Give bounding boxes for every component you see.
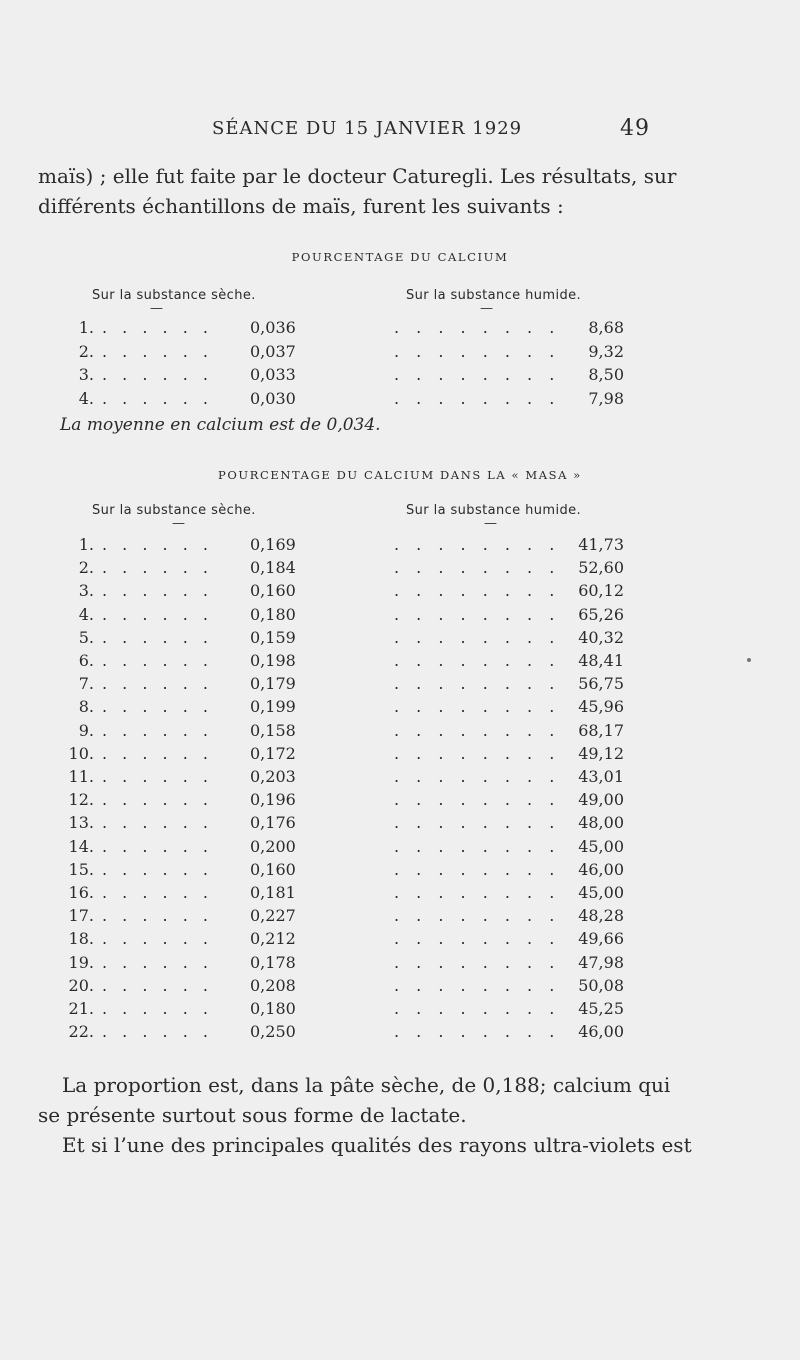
- dot-leader: . . . . . .: [102, 767, 213, 786]
- wet-value: 50,08: [578, 975, 624, 995]
- table-row: [0, 929, 800, 952]
- table-row: [0, 628, 800, 651]
- dry-value: 0,200: [250, 836, 296, 856]
- dot-leader: . . . . . . . .: [394, 999, 561, 1018]
- table-row: [0, 674, 800, 697]
- dot-leader: . . . . . . . .: [394, 767, 561, 786]
- row-number: 7.: [78, 674, 94, 694]
- dot-leader: . . . . . . . .: [394, 558, 561, 578]
- dry-value: 0,181: [250, 883, 296, 902]
- outro-line: La proportion est, dans la pâte sèche, de 0,188; calcium qui: [62, 1073, 671, 1097]
- dot-leader: . . . . . . . .: [394, 952, 561, 972]
- table-row: [0, 389, 800, 412]
- dot-leader: . . . . . .: [102, 929, 213, 949]
- wet-value: 56,75: [578, 674, 624, 694]
- wet-value: 7,98: [588, 388, 624, 408]
- wet-value: 9,32: [588, 341, 624, 361]
- wet-value: 47,98: [578, 952, 624, 972]
- row-number: 21.: [68, 999, 94, 1018]
- mean-statement: La moyenne en calcium est de 0,034.: [60, 415, 381, 435]
- dry-value: 0,037: [250, 341, 296, 361]
- row-number: 3.: [78, 581, 94, 601]
- row-number: 6.: [78, 651, 94, 670]
- dot-leader: . . . . . . . .: [394, 883, 561, 902]
- wet-value: 48,00: [578, 813, 624, 833]
- dry-value: 0,179: [250, 674, 296, 694]
- table-row: [0, 697, 800, 720]
- dot-leader: . . . . . .: [102, 341, 213, 361]
- table-row: [0, 605, 800, 628]
- table-row: [0, 767, 800, 790]
- dot-leader: . . . . . .: [102, 883, 213, 902]
- row-number: 11.: [68, 767, 94, 786]
- table2-dash-wet: —: [484, 516, 497, 531]
- dot-leader: . . . . . . . .: [394, 836, 561, 856]
- wet-value: 60,12: [578, 581, 624, 601]
- dry-value: 0,159: [250, 627, 296, 647]
- row-number: 4.: [78, 604, 94, 624]
- table-row: [0, 790, 800, 813]
- table-row: [0, 342, 800, 365]
- intro-paragraph: [38, 161, 677, 221]
- wet-value: 40,32: [578, 627, 624, 647]
- dry-value: 0,199: [250, 697, 296, 717]
- row-number: 8.: [78, 697, 94, 717]
- table-row: [0, 976, 800, 999]
- wet-value: 43,01: [578, 767, 624, 786]
- wet-value: 8,50: [588, 365, 624, 384]
- table2-dash-dry: —: [172, 516, 185, 531]
- dot-leader: . . . . . . . .: [394, 906, 561, 926]
- table-row: [0, 535, 800, 558]
- table-row: [0, 558, 800, 581]
- dry-value: 0,180: [250, 999, 296, 1018]
- dot-leader: . . . . . . . .: [394, 651, 561, 670]
- dry-value: 0,176: [250, 813, 296, 833]
- table-row: [0, 883, 800, 906]
- row-number: 2.: [78, 558, 94, 578]
- row-number: 2.: [78, 341, 94, 361]
- dot-leader: . . . . . . . .: [394, 627, 561, 647]
- table-row: [0, 860, 800, 883]
- table1-caption: POURCENTAGE DU CALCIUM: [291, 250, 509, 264]
- dot-leader: . . . . . . . .: [394, 929, 561, 949]
- dot-leader: . . . . . . . .: [394, 604, 561, 624]
- dot-leader: . . . . . .: [102, 952, 213, 972]
- wet-value: 45,96: [578, 697, 624, 717]
- table-row: [0, 813, 800, 836]
- row-number: 1.: [78, 318, 94, 337]
- dry-value: 0,180: [250, 604, 296, 624]
- table-row: [0, 906, 800, 929]
- wet-value: 48,28: [578, 906, 624, 926]
- dot-leader: . . . . . .: [102, 627, 213, 647]
- dry-value: 0,033: [250, 365, 296, 384]
- table-row: [0, 581, 800, 604]
- table-row: [0, 365, 800, 388]
- dot-leader: . . . . . . . .: [394, 813, 561, 833]
- table-row: [0, 999, 800, 1022]
- dot-leader: . . . . . . . .: [394, 535, 561, 554]
- dot-leader: . . . . . .: [102, 697, 213, 717]
- dry-value: 0,212: [250, 929, 296, 949]
- table2-col-dry: Sur la substance sèche.: [92, 503, 256, 518]
- row-number: 5.: [78, 627, 94, 647]
- page-number: 49: [620, 116, 650, 141]
- dot-leader: . . . . . .: [102, 836, 213, 856]
- header-title: SÉANCE DU 15 JANVIER 1929: [212, 118, 523, 139]
- wet-value: 49,12: [578, 743, 624, 763]
- dot-leader: . . . . . .: [102, 604, 213, 624]
- table-row: [0, 721, 800, 744]
- wet-value: 45,25: [578, 999, 624, 1018]
- row-number: 18.: [68, 929, 94, 949]
- table1-col-dry: Sur la substance sèche.: [92, 288, 256, 303]
- wet-value: 68,17: [578, 720, 624, 740]
- table-row: [0, 953, 800, 976]
- row-number: 13.: [68, 813, 94, 833]
- dry-value: 0,227: [250, 906, 296, 926]
- wet-value: 8,68: [588, 318, 624, 337]
- table1-col-wet: Sur la substance humide.: [406, 288, 582, 303]
- table-row: [0, 651, 800, 674]
- dot-leader: . . . . . . . .: [394, 720, 561, 740]
- dot-leader: . . . . . .: [102, 535, 213, 554]
- dot-leader: . . . . . .: [102, 318, 213, 337]
- dry-value: 0,250: [250, 1022, 296, 1042]
- row-number: 15.: [68, 859, 94, 879]
- outro-line: Et si l’une des principales qualités des rayons ultra-violets est: [62, 1133, 692, 1157]
- dry-value: 0,169: [250, 535, 296, 554]
- intro-line: différents échantillons de maïs, furent les suivants :: [38, 194, 564, 218]
- dot-leader: . . . . . . . .: [394, 365, 561, 384]
- wet-value: 48,41: [578, 651, 624, 670]
- dry-value: 0,036: [250, 318, 296, 337]
- dot-leader: . . . . . . . .: [394, 790, 561, 810]
- wet-value: 46,00: [578, 1022, 624, 1042]
- row-number: 22.: [68, 1022, 94, 1042]
- dot-leader: . . . . . .: [102, 388, 213, 408]
- table2-col-wet: Sur la substance humide.: [406, 503, 582, 518]
- dry-value: 0,203: [250, 767, 296, 786]
- dot-leader: . . . . . .: [102, 674, 213, 694]
- dot-leader: . . . . . .: [102, 720, 213, 740]
- dot-leader: . . . . . .: [102, 581, 213, 601]
- dry-value: 0,196: [250, 790, 296, 810]
- table-row: [0, 837, 800, 860]
- dot-leader: . . . . . .: [102, 1022, 213, 1042]
- outro-paragraph: [38, 1070, 692, 1160]
- wet-value: 52,60: [578, 558, 624, 578]
- wet-value: 46,00: [578, 859, 624, 879]
- dot-leader: . . . . . . . .: [394, 697, 561, 717]
- table-row: [0, 744, 800, 767]
- dry-value: 0,158: [250, 720, 296, 740]
- row-number: 1.: [78, 535, 94, 554]
- wet-value: 49,66: [578, 929, 624, 949]
- row-number: 12.: [68, 790, 94, 810]
- table1-dash-dry: —: [150, 301, 163, 316]
- dot-leader: . . . . . .: [102, 999, 213, 1018]
- dot-leader: . . . . . .: [102, 651, 213, 670]
- row-number: 3.: [78, 365, 94, 384]
- row-number: 19.: [68, 952, 94, 972]
- dry-value: 0,160: [250, 859, 296, 879]
- dot-leader: . . . . . . . .: [394, 318, 561, 337]
- dot-leader: . . . . . .: [102, 558, 213, 578]
- dot-leader: . . . . . . . .: [394, 388, 561, 408]
- row-number: 16.: [68, 883, 94, 902]
- wet-value: 45,00: [578, 836, 624, 856]
- dot-leader: . . . . . .: [102, 859, 213, 879]
- dot-leader: . . . . . . . .: [394, 1022, 561, 1042]
- dry-value: 0,160: [250, 581, 296, 601]
- wet-value: 65,26: [578, 604, 624, 624]
- wet-value: 49,00: [578, 790, 624, 810]
- row-number: 10.: [68, 743, 94, 763]
- row-number: 4.: [78, 388, 94, 408]
- table-row: [0, 318, 800, 341]
- dry-value: 0,208: [250, 975, 296, 995]
- dot-leader: . . . . . .: [102, 975, 213, 995]
- dry-value: 0,184: [250, 558, 296, 578]
- dot-leader: . . . . . . . .: [394, 743, 561, 763]
- dot-leader: . . . . . .: [102, 790, 213, 810]
- table1-dash-wet: —: [480, 301, 493, 316]
- dot-leader: . . . . . .: [102, 743, 213, 763]
- scan-speck: [747, 658, 751, 662]
- outro-line: se présente surtout sous forme de lactate.: [38, 1103, 467, 1127]
- table-row: [0, 1022, 800, 1045]
- wet-value: 45,00: [578, 883, 624, 902]
- dot-leader: . . . . . . . .: [394, 674, 561, 694]
- table2-caption: POURCENTAGE DU CALCIUM DANS LA « MASA »: [218, 468, 582, 482]
- dot-leader: . . . . . . . .: [394, 581, 561, 601]
- dot-leader: . . . . . . . .: [394, 859, 561, 879]
- row-number: 14.: [68, 836, 94, 856]
- dot-leader: . . . . . .: [102, 906, 213, 926]
- intro-line: maïs) ; elle fut faite par le docteur Caturegli. Les résultats, sur: [38, 164, 677, 188]
- row-number: 9.: [78, 720, 94, 740]
- dot-leader: . . . . . .: [102, 813, 213, 833]
- dot-leader: . . . . . . . .: [394, 341, 561, 361]
- wet-value: 41,73: [578, 535, 624, 554]
- dry-value: 0,030: [250, 388, 296, 408]
- dry-value: 0,178: [250, 952, 296, 972]
- row-number: 20.: [68, 975, 94, 995]
- row-number: 17.: [68, 906, 94, 926]
- dry-value: 0,172: [250, 743, 296, 763]
- dot-leader: . . . . . .: [102, 365, 213, 384]
- dot-leader: . . . . . . . .: [394, 975, 561, 995]
- dry-value: 0,198: [250, 651, 296, 670]
